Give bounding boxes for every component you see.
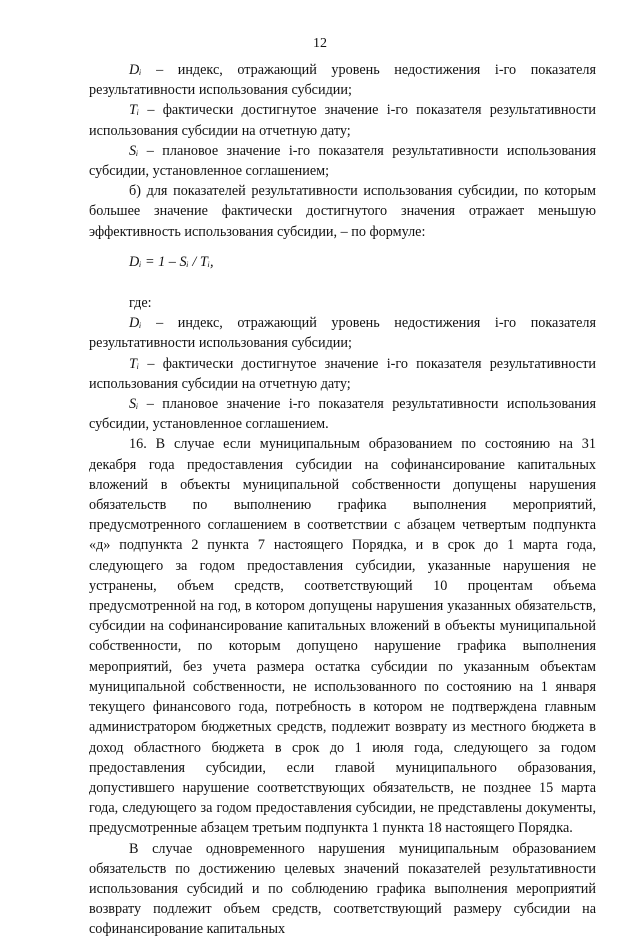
paragraph-t-actual — [89, 100, 596, 140]
paragraph-s-planned-2 — [89, 394, 596, 434]
paragraph-b-formula-intro: б) для показателей результативности использования субсидии, по которым большее значение фактически достигнутого значения отражает меньшую эффективность использования субсидии, – по формуле: — [89, 183, 596, 240]
document-body — [89, 60, 596, 940]
definition-text: – фактически достигнутое значение i-го показателя результативности использования субсидии на отчетную дату; — [89, 355, 596, 392]
paragraph-d-index-2 — [89, 313, 596, 353]
formula: Dᵢ = 1 – Sᵢ / Tᵢ, — [129, 253, 214, 270]
definition-text: – фактически достигнутое значение i-го показателя результативности использования субсидии на отчетную дату; — [89, 102, 596, 139]
paragraph-s-planned — [89, 141, 596, 181]
paragraph-t-actual-2 — [89, 354, 596, 394]
symbol-t: Tᵢ — [129, 355, 140, 372]
page-number: 12 — [313, 36, 327, 51]
symbol-d: Dᵢ — [129, 315, 142, 332]
symbol-t: Tᵢ — [129, 102, 140, 119]
definition-text: – индекс, отражающий уровень недостижения i-го показателя результативности использования субсидии; — [89, 62, 596, 99]
symbol-d: Dᵢ — [129, 62, 142, 78]
paragraph-simultaneous-violation: В случае одновременного нарушения муниципальным образованием обязательств по достижению целевых значений показателей результативности использования субсидий и по соблюдению графика выполнения мероприятий возврату подлежит объем средств, соответствующий размеру субсидии на софинансирование капитальных — [89, 840, 596, 938]
paragraph-16: 16. В случае если муниципальным образованием по состоянию на 31 декабря года предоставления субсидии на софинансирование капитальных вложений в объекты муниципальной собственности допущены нарушения обязательств по выполнению графика выполнения мероприятий, предусмотренного соглашением в соответствии с абзацем четвертым подпункта «д» подпункта 2 пункта 7 настоящего Порядка, и в срок до 1 марта года, следующего за годом предоставления субсидии, указанные нарушения не устранены, объем средств, соответствующий 10 процентам объема предусмотренной на год, в котором допущены нарушения указанных обязательств, субсидии на софинансирование капитальных вложений в объекты муниципальной собственности, по которым допущено нарушение графика выполнения мероприятий, без учета размера остатка субсидии по указанным объектам муниципальной собственности, не использованного по состоянию на 1 января текущего финансового года, потребность в котором не подтверждена главным администратором бюджетных средств, подлежит возврату из местного бюджета в доход областного бюджета в срок до 1 июля года, следующего за годом предоставления субсидии, если главой муниципального образования, допустившего нарушение соответствующих обязательств, не позднее 15 марта года, следующего за годом предоставления субсидии, не представлены документы, предусмотренные абзацем третьим подпункта 1 пункта 18 настоящего Порядка. — [89, 436, 596, 837]
paragraph-where: где: — [129, 295, 152, 312]
symbol-s: Sᵢ — [129, 396, 139, 413]
definition-text: – индекс, отражающий уровень недостижения i-го показателя результативности использования субсидии; — [89, 315, 596, 352]
symbol-s: Sᵢ — [129, 142, 139, 159]
paragraph-d-index — [89, 60, 596, 100]
definition-text: – плановое значение i-го показателя результативности использования субсидии, установленное соглашением; — [89, 142, 596, 180]
definition-text: – плановое значение i-го показателя результативности использования субсидии, установленное соглашением. — [89, 396, 596, 433]
